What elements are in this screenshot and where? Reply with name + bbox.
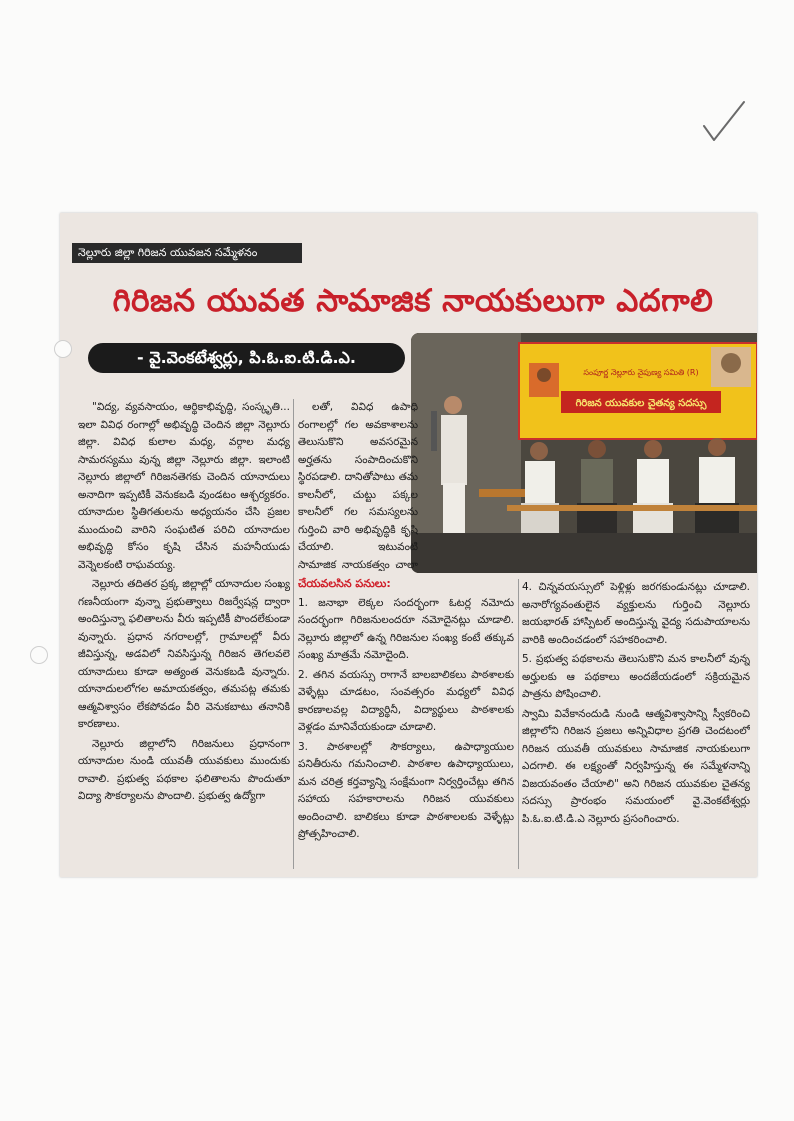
- checkmark-icon: [700, 96, 748, 146]
- punch-hole: [30, 646, 48, 664]
- list-item: 2. తగిన వయస్సు రాగానే బాలబాలికలు పాఠశాలకు వెళ్ళేట్లు చూడటం, సంవత్సరం మధ్యలో వివిధ కారణాలవల్ల విద్యార్థినీ, విద్యార్థులు పాఠశాలకు వెళ్లడం మానివేయకుండా చూడాలి.: [298, 668, 514, 733]
- paragraph: నెల్లూరు జిల్లాలోని గిరిజనులు ప్రధానంగా యానాదుల నుండి యువతీ యువకులు ముందుకు రావాలి. ప్రభుత్వ పథకాల ఫలితాలను పొందుతూ విద్యా సౌకర్యాలను పొందాలి. ప్రభుత్వ ఉద్యోగా: [78, 737, 290, 802]
- column-3: [522, 579, 750, 869]
- column-2-duties: [298, 575, 514, 869]
- event-photo: [411, 333, 757, 573]
- newspaper-clipping: [60, 213, 757, 877]
- punch-hole: [54, 340, 72, 358]
- banner-line2: గిరిజన యువకుల చైతన్య సదస్సు: [575, 398, 707, 409]
- column-1: [78, 399, 290, 869]
- list-item: 5. ప్రభుత్వ పథకాలను తెలుసుకొని మన కాలనీలో వున్న అర్హులకు ఆ పథకాలు అందజేయడంలో సక్రియమైన పాత్రను పోషించాలి.: [522, 653, 750, 700]
- byline-pill: - వై.వెంకటేశ్వర్లు, పి.ఓ.ఐ.టి.డి.ఎ.: [88, 343, 405, 373]
- paragraph: నెల్లూరు తదితర ప్రక్క జిల్లాల్లో యానాదుల సంఖ్య గణనీయంగా వున్నా ప్రభుత్వాలు రిజర్వేషన్ల ద్వారా అందిస్తున్నా ఫలితాలను వీరు ఇప్పటికీ పొందలేకుండా వున్నారు. ప్రధాన నగరాలల్లో, గ్రామాలల్లో వీరు జీవిస్తున్న, అడవిలో నివసిస్తున్న గిరిజన తెగలవలె యానాదులు కూడా అత్యంత వెనుకబడి వున్నారు. యానాదులలోగల అమాయకత్వం, తమపట్ల తమకు ఆత్మవిశ్వాసం లేకపోవడం వీరి వెనుకబాటు తనానికి కారణాలు.: [78, 578, 290, 730]
- list-item: 4. చిన్నవయస్సులో పెళ్లిళ్లు జరగకుండునట్లు చూడాలి. అనారోగ్యవంతులైన వ్యక్తులను గుర్తించి నెల్లూరు జయభారత్ హాస్పిటల్ అందిస్తున్న వైద్య సదుపాయాలను వారికి అందించడంలో సహకరించాలి.: [522, 581, 750, 646]
- kicker-label: నెల్లూరు జిల్లా గిరిజన యువజన సమ్మేళనం: [72, 243, 302, 263]
- paragraph: లతో, వివిధ ఉపాధి రంగాలల్లో గల అవకాశాలను తెలుసుకొని అవసరమైన అర్హతను సంపాదించుకొని స్థిరపడాలి. దానితోపాటు తమ కాలనీలో, చుట్టు పక్కల కాలనీలో గల సమస్యలను గుర్తించి వారి అభివృద్ధికి కృషి చేయాలి. ఇటువంటి సామాజిక నాయకత్వం చాలా: [298, 401, 418, 571]
- headline: గిరిజన యువత సామాజిక నాయకులుగా ఎదగాలి: [112, 283, 714, 319]
- banner-line1: సంపూర్ణ నెల్లూరు నైపుణ్య సమితి (R): [583, 368, 699, 377]
- list-item: 3. పాఠశాలల్లో సౌకర్యాలు, ఉపాధ్యాయుల పనితీరును గమనించాలి. పాఠశాల ఉపాధ్యాయులు, మన చరిత్ర కర్తవ్యాన్ని సంక్షేమంగా నిర్వర్తించేట్లు తగిన సహాయ సహకారాలను గిరిజన యువకులు అందించాలి. బాలికలు కూడా పాఠశాలలకు వెళ్ళేట్లు ప్రోత్సహించాలి.: [298, 740, 514, 840]
- column-2-top: [298, 399, 418, 571]
- paragraph: "విద్య, వ్యవసాయం, ఆర్థికాభివృద్ధి, సంస్కృతి... ఇలా వివిధ రంగాల్లో అభివృద్ధి చెందిన జిల్లా నెల్లూరు జిల్లా. వివిధ కులాల మధ్య, వర్గాల మధ్య సామరస్యము వున్న జిల్లా నెల్లూరు జిల్లా. ఇలాంటి నెల్లూరు జిల్లాలో గిరిజనతెగకు చెందిన యానాదులు అనాదిగా ఇప్పటికీ వెనుకబడి వుండటం ఆశ్చర్యకరం. యానాదుల స్థితిగతులను అధ్యయనం చేసి ప్రజల ముందుంచి వారిని సంఘటిత పరిచి యానాదుల అభివృద్ధి కోసం కృషి చేసిన మహనీయుడు వెన్నెలకంటి రాఘవయ్య.: [78, 401, 290, 571]
- list-item: 1. జనాభా లెక్కల సందర్భంగా ఓటర్ల నమోదు సందర్భంగా గిరిజనులందరూ నమోదైనట్లు చూడాలి. నెల్లూరు జిల్లాలో ఉన్న గిరిజనుల సంఖ్య కంటే తక్కువ సంఖ్య మాత్రమే నమోదైంది.: [298, 596, 514, 661]
- duties-heading: చేయవలసిన పనులు:: [298, 577, 391, 590]
- column-divider: [293, 399, 294, 869]
- column-divider: [518, 579, 519, 869]
- list-item: స్వామి వివేకానందుడి నుండి ఆత్మవిశ్వాసాన్ని స్వీకరించి జిల్లాలోని గిరిజన ప్రజలు అన్నివిధాల ప్రగతి చెందటంలో గిరిజన యువతీ యువకులు సామాజిక నాయకులుగా ఎదగాలి. ఈ లక్ష్యంతో నిర్వహిస్తున్న ఈ సమ్మేళనాన్ని విజయవంతం చేయాలి" అని గిరిజన యువకుల చైతన్య సదస్సు ప్రారంభం సమయంలో వై.వెంకటేశ్వర్లు పి.ఓ.ఐ.టి.డి.ఎ నెల్లూరు ప్రసంగించారు.: [522, 707, 750, 825]
